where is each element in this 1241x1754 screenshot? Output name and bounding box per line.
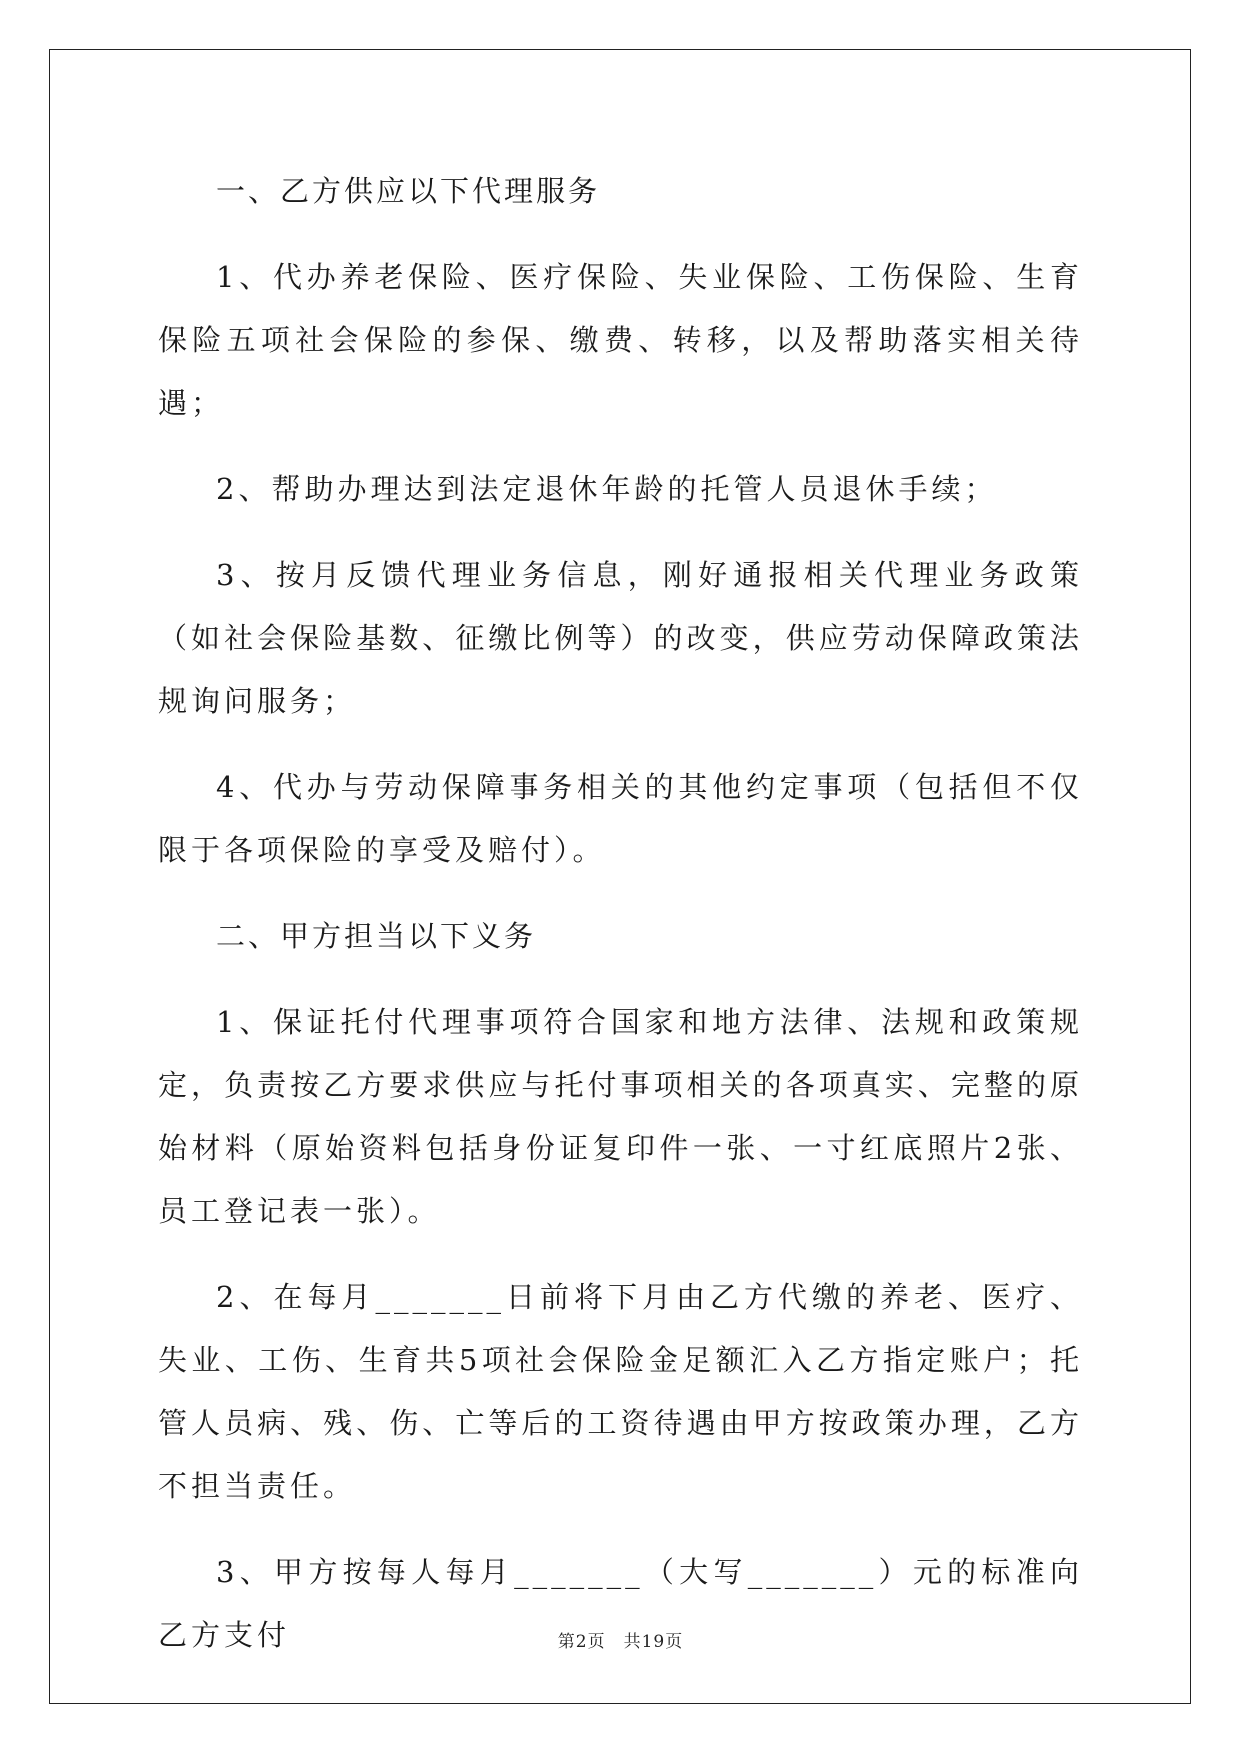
paragraph-service-1: 1、代办养老保险、医疗保险、失业保险、工伤保险、生育保险五项社会保险的参保、缴费、转移，以及帮助落实相关待遇；: [158, 260, 1083, 420]
paragraph-service-2: 2、帮助办理达到法定退休年龄的托管人员退休手续；: [216, 472, 998, 506]
document-body: [158, 160, 1083, 1690]
section-heading-2: 二、甲方担当以下义务: [216, 919, 537, 953]
paragraph-duty-1: 1、保证托付代理事项符合国家和地方法律、法规和政策规定，负责按乙方要求供应与托付事项相关的各项真实、完整的原始材料（原始资料包括身份证复印件一张、一寸红底照片2张、员工登记表一张）。: [158, 1005, 1083, 1228]
page-number-footer: 第2页 共19页: [557, 1632, 684, 1652]
paragraph-duty-2: 2、在每月_______日前将下月由乙方代缴的养老、医疗、失业、工伤、生育共5项社会保险金足额汇入乙方指定账户；托管人员病、残、伤、亡等后的工资待遇由甲方按政策办理，乙方不担当责任。: [158, 1280, 1083, 1503]
section-heading-1: 一、乙方供应以下代理服务: [216, 174, 601, 208]
paragraph-duty-3: 3、甲方按每人每月_______（大写_______）元的标准向乙方支付: [158, 1555, 1083, 1652]
paragraph-service-4: 4、代办与劳动保障事务相关的其他约定事项（包括但不仅限于各项保险的享受及赔付）。: [158, 770, 1083, 867]
paragraph-service-3: 3、按月反馈代理业务信息，刚好通报相关代理业务政策（如社会保险基数、征缴比例等）的改变，供应劳动保障政策法规询问服务；: [158, 558, 1083, 718]
